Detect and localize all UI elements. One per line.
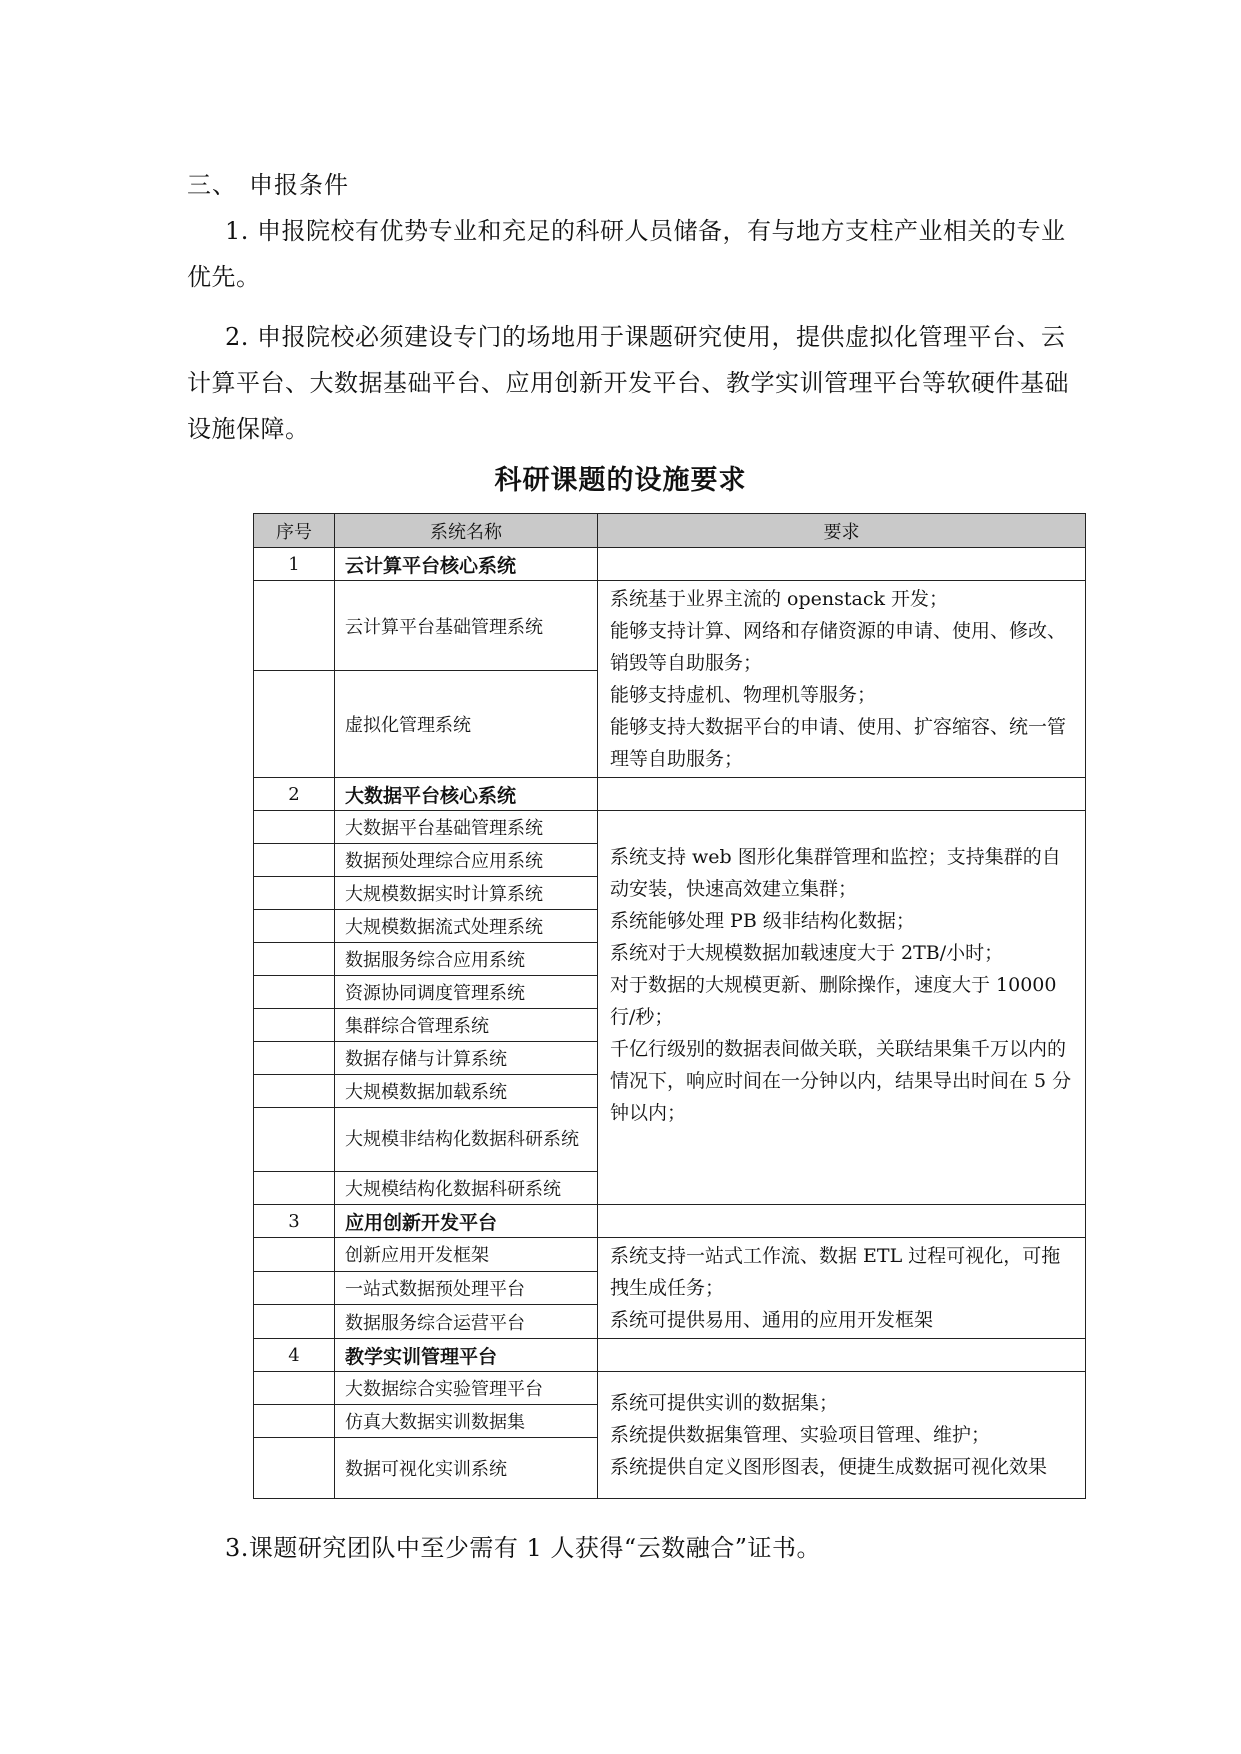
system-item: 大规模结构化数据科研系统 xyxy=(335,1172,598,1205)
paragraph-1-text: 1. 申报院校有优势专业和充足的科研人员储备，有与地方支柱产业相关的专业优先。 xyxy=(187,217,1066,291)
group-name: 云计算平台核心系统 xyxy=(335,548,598,581)
empty-cell xyxy=(254,811,335,844)
empty-cell xyxy=(254,1075,335,1108)
system-item: 大规模数据实时计算系统 xyxy=(335,877,598,910)
empty-cell xyxy=(254,910,335,943)
paragraph-2-text: 2. 申报院校必须建设专门的场地用于课题研究使用，提供虚拟化管理平台、云计算平台、大数据基础平台、应用创新开发平台、教学实训管理平台等软硬件基础设施保障。 xyxy=(187,323,1069,443)
empty-cell xyxy=(598,1205,1086,1238)
system-item: 数据可视化实训系统 xyxy=(335,1438,598,1499)
system-item: 仿真大数据实训数据集 xyxy=(335,1405,598,1438)
section-title: 申报条件 xyxy=(249,171,349,199)
empty-cell xyxy=(254,1305,335,1339)
requirement-line: 系统对于大规模数据加载速度大于 2TB/小时； xyxy=(610,942,1004,964)
empty-cell xyxy=(254,1238,335,1272)
empty-cell xyxy=(598,778,1086,811)
table-row xyxy=(254,581,1086,671)
facility-requirements-table xyxy=(253,513,1086,1499)
system-item: 创新应用开发框架 xyxy=(335,1238,598,1272)
requirement-line: 系统支持一站式工作流、数据 ETL 过程可视化，可拖拽生成任务； xyxy=(610,1245,1061,1299)
empty-cell xyxy=(254,1042,335,1075)
requirement-line: 能够支持大数据平台的申请、使用、扩容缩容、统一管理等自助服务； xyxy=(610,716,1067,770)
empty-cell xyxy=(254,671,335,778)
table-row xyxy=(254,1205,1086,1238)
requirement-line: 能够支持虚机、物理机等服务； xyxy=(610,684,877,706)
table-header-row xyxy=(254,514,1086,548)
paragraph-1 xyxy=(187,208,1077,300)
empty-cell xyxy=(254,1271,335,1305)
header-requirements: 要求 xyxy=(598,514,1086,548)
table-row xyxy=(254,1238,1086,1272)
table-row xyxy=(254,1339,1086,1372)
empty-cell xyxy=(254,1372,335,1405)
empty-cell xyxy=(598,548,1086,581)
empty-cell xyxy=(254,844,335,877)
section-heading xyxy=(187,165,349,200)
group-name: 大数据平台核心系统 xyxy=(335,778,598,811)
system-item: 数据存储与计算系统 xyxy=(335,1042,598,1075)
requirement-line: 系统可提供实训的数据集； xyxy=(610,1392,839,1414)
system-item: 大规模数据流式处理系统 xyxy=(335,910,598,943)
system-item: 一站式数据预处理平台 xyxy=(335,1271,598,1305)
group-seq: 3 xyxy=(254,1205,335,1238)
paragraph-2 xyxy=(187,314,1077,452)
group-seq: 4 xyxy=(254,1339,335,1372)
requirement-line: 系统可提供易用、通用的应用开发框架 xyxy=(610,1309,934,1331)
empty-cell xyxy=(598,1339,1086,1372)
requirement-line: 系统提供数据集管理、实验项目管理、维护； xyxy=(610,1424,991,1446)
empty-cell xyxy=(254,581,335,671)
system-item: 集群综合管理系统 xyxy=(335,1009,598,1042)
group-seq: 2 xyxy=(254,778,335,811)
header-system-name: 系统名称 xyxy=(335,514,598,548)
table-row xyxy=(254,778,1086,811)
requirement-line: 能够支持计算、网络和存储资源的申请、使用、修改、销毁等自助服务； xyxy=(610,620,1067,674)
empty-cell xyxy=(254,1405,335,1438)
system-item: 虚拟化管理系统 xyxy=(335,671,598,778)
group-name: 教学实训管理平台 xyxy=(335,1339,598,1372)
table-row xyxy=(254,811,1086,844)
group-seq: 1 xyxy=(254,548,335,581)
system-item: 大规模数据加载系统 xyxy=(335,1075,598,1108)
requirements-cell xyxy=(598,581,1086,778)
empty-cell xyxy=(254,1108,335,1172)
requirements-cell xyxy=(598,811,1086,1205)
system-item: 数据预处理综合应用系统 xyxy=(335,844,598,877)
empty-cell xyxy=(254,976,335,1009)
empty-cell xyxy=(254,1172,335,1205)
empty-cell xyxy=(254,1438,335,1499)
group-name: 应用创新开发平台 xyxy=(335,1205,598,1238)
requirement-line: 系统基于业界主流的 openstack 开发； xyxy=(610,588,949,610)
table-row xyxy=(254,1372,1086,1405)
requirement-line: 系统提供自定义图形图表，便捷生成数据可视化效果 xyxy=(610,1456,1048,1478)
requirement-line: 千亿行级别的数据表间做关联，关联结果集千万以内的情况下，响应时间在一分钟以内，结果导出时间在 5 分钟以内； xyxy=(610,1038,1072,1124)
system-item: 大数据综合实验管理平台 xyxy=(335,1372,598,1405)
requirements-cell xyxy=(598,1372,1086,1499)
requirement-line: 系统支持 web 图形化集群管理和监控；支持集群的自动安装，快速高效建立集群； xyxy=(610,846,1061,900)
system-item: 大数据平台基础管理系统 xyxy=(335,811,598,844)
requirement-line: 系统能够处理 PB 级非结构化数据； xyxy=(610,910,915,932)
table-row xyxy=(254,548,1086,581)
requirements-cell xyxy=(598,1238,1086,1339)
section-number: 三、 xyxy=(187,171,237,199)
empty-cell xyxy=(254,943,335,976)
requirement-line: 对于数据的大规模更新、删除操作，速度大于 10000 行/秒； xyxy=(610,974,1057,1028)
system-item: 云计算平台基础管理系统 xyxy=(335,581,598,671)
table-title: 科研课题的设施要求 xyxy=(494,465,747,496)
empty-cell xyxy=(254,1009,335,1042)
empty-cell xyxy=(254,877,335,910)
header-seq: 序号 xyxy=(254,514,335,548)
paragraph-3: 3.课题研究团队中至少需有 1 人获得“云数融合”证书。 xyxy=(225,1534,821,1562)
system-item: 数据服务综合应用系统 xyxy=(335,943,598,976)
system-item: 资源协同调度管理系统 xyxy=(335,976,598,1009)
system-item: 数据服务综合运营平台 xyxy=(335,1305,598,1339)
system-item: 大规模非结构化数据科研系统 xyxy=(335,1108,598,1172)
